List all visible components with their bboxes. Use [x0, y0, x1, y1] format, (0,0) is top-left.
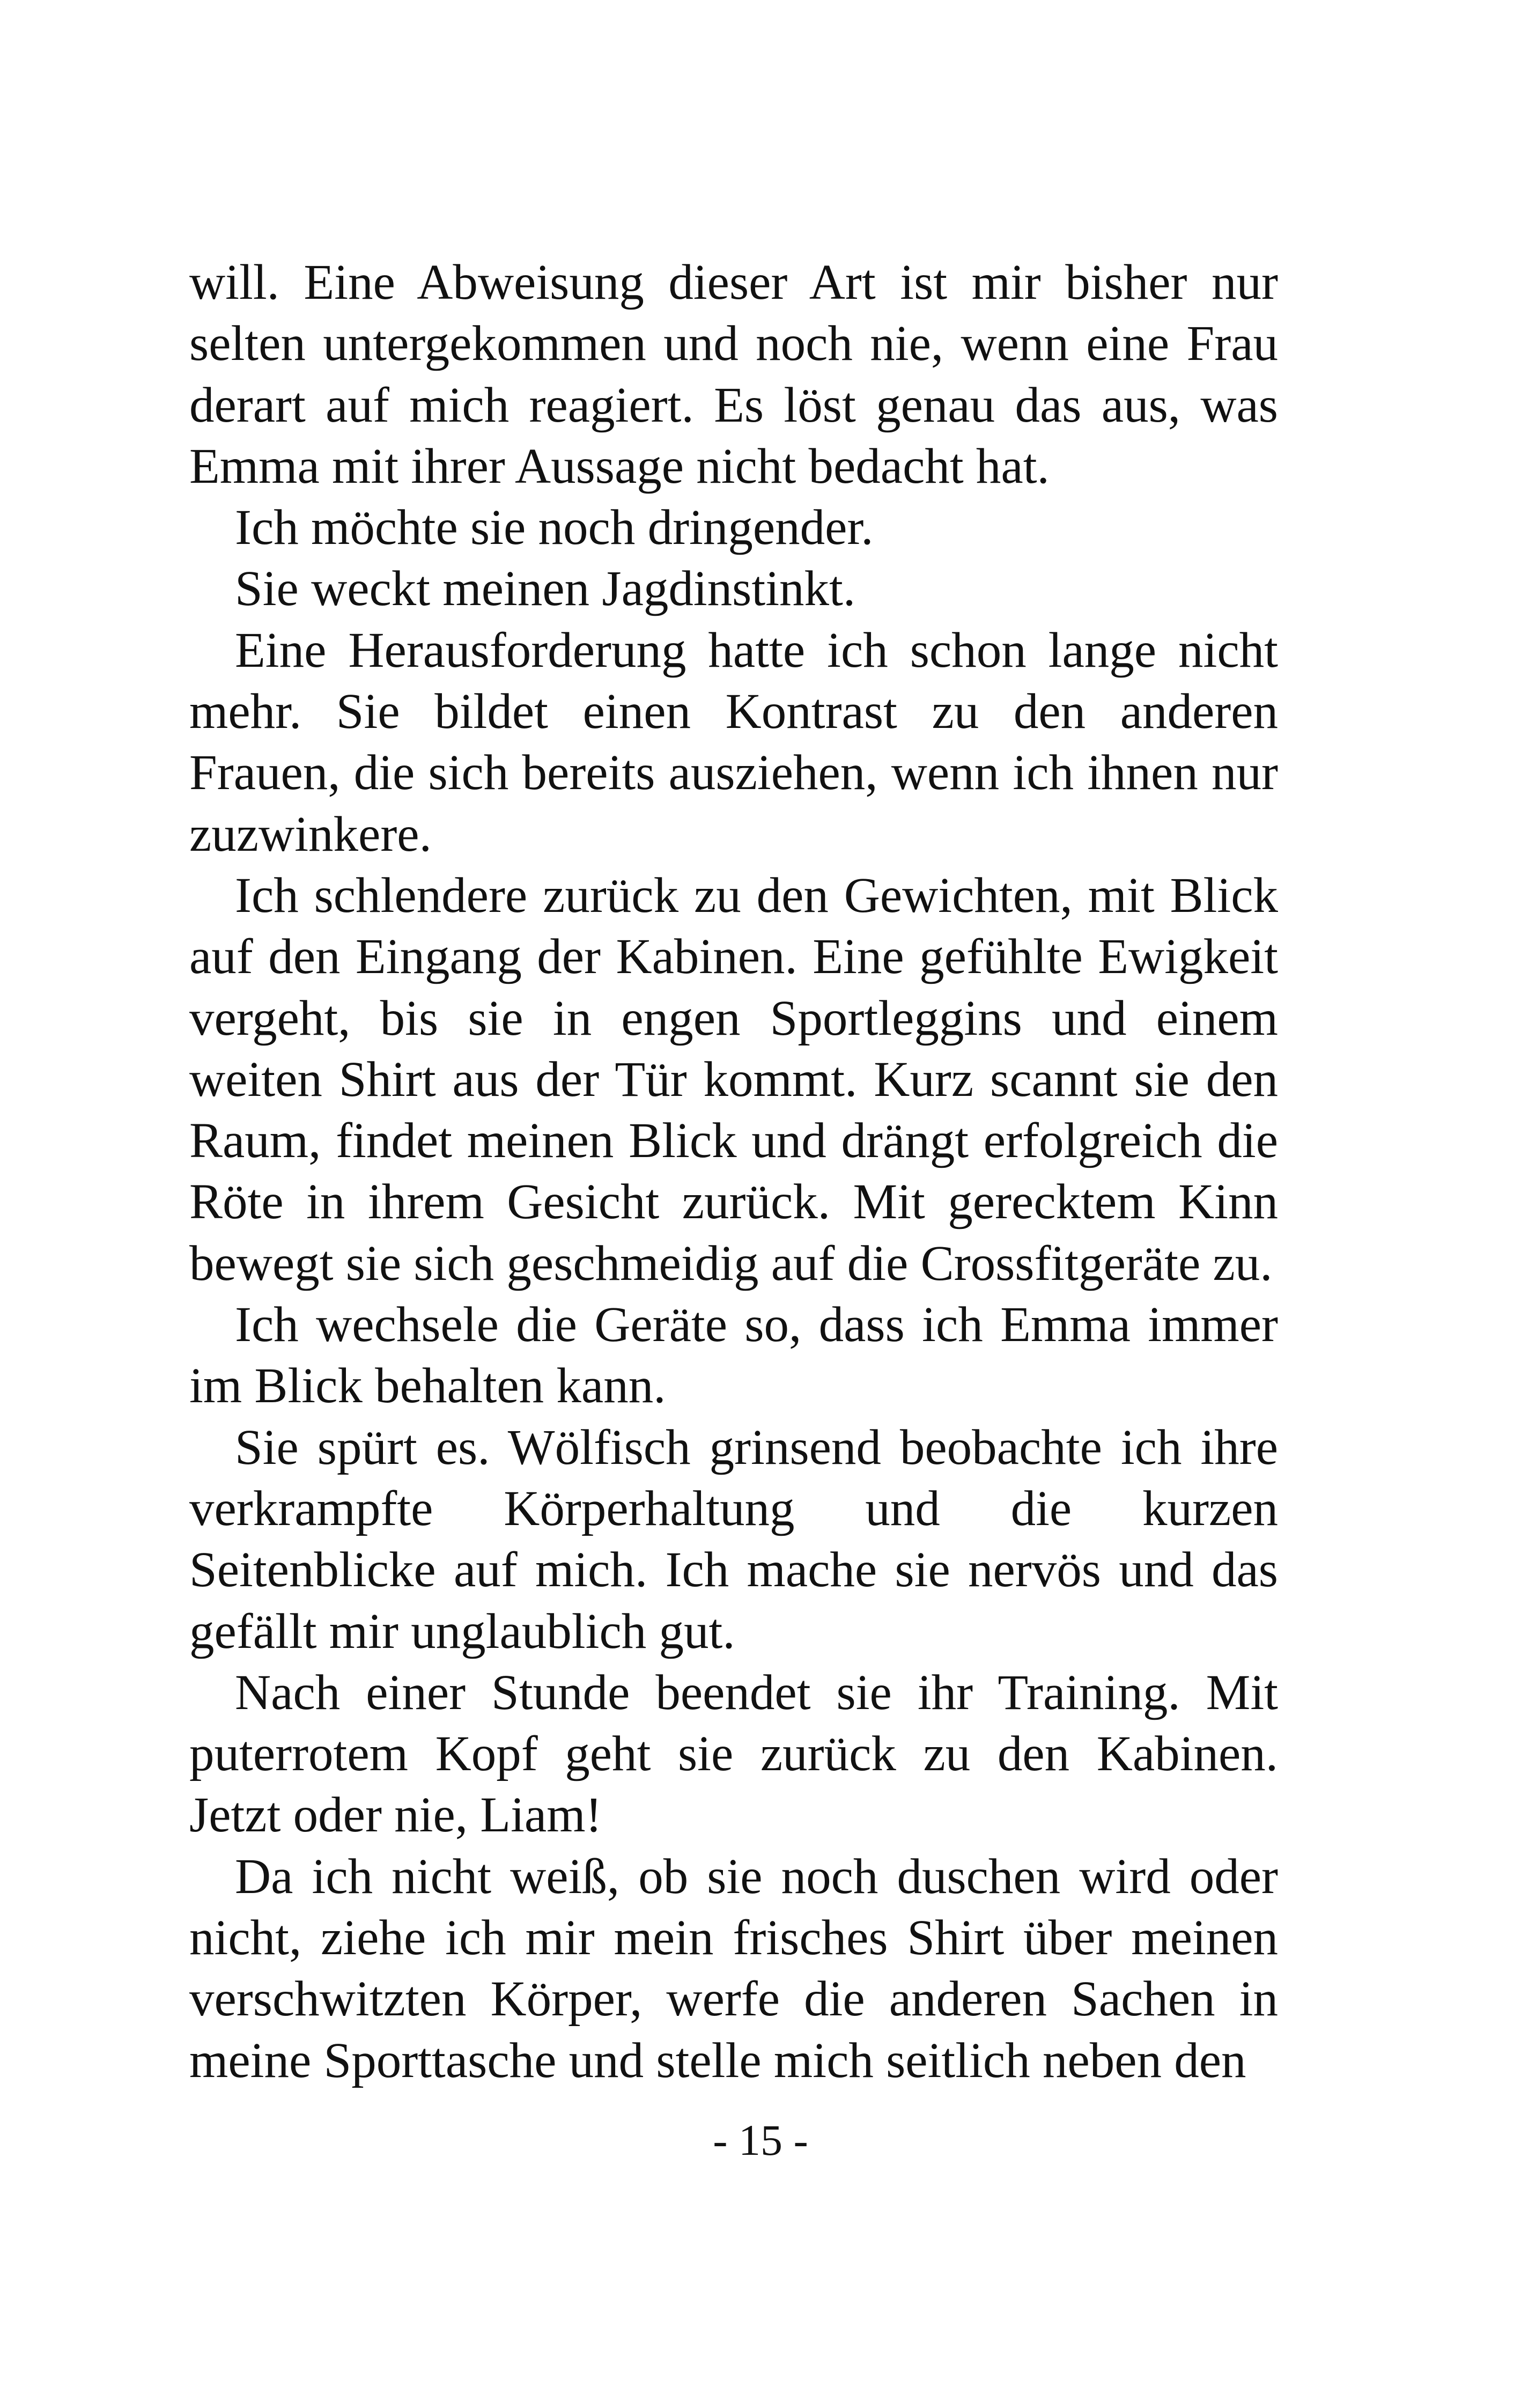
paragraph-3: Sie weckt meinen Jagdinstinkt.	[235, 561, 856, 617]
paragraph-1: will. Eine Abweisung dieser Art ist mir bisher nur selten untergekommen und noch nie, wenn eine Frau derart auf mich reagiert. Es löst genau das aus, was Emma mit ihrer Aussage nicht bedacht hat.	[189, 255, 1278, 494]
paragraph-9: Da ich nicht weiß, ob sie noch duschen wird oder nicht, ziehe ich mir mein frisches Shirt über meinen verschwitzten Körper, werfe die anderen Sachen in meine Sporttasche und stelle mich seitlich neben den	[189, 1849, 1278, 2088]
paragraph-2: Ich möchte sie noch dringender.	[235, 500, 874, 556]
paragraph-8: Nach einer Stunde beendet sie ihr Training. Mit puterrotem Kopf geht sie zurück zu den Kabinen. Jetzt oder nie, Liam!	[189, 1665, 1278, 1843]
body-text	[189, 252, 1278, 2092]
paragraph-5: Ich schlendere zurück zu den Gewichten, mit Blick auf den Eingang der Kabinen. Eine gefühlte Ewigkeit vergeht, bis sie in engen Sportleggins und einem weiten Shirt aus der Tür kommt. Kurz scannt sie den Raum, findet meinen Blick und drängt erfolgreich die Röte in ihrem Gesicht zurück. Mit gerecktem Kinn bewegt sie sich geschmeidig auf die Crossfitgeräte zu.	[189, 867, 1278, 1291]
page-number: - 15 -	[713, 2116, 808, 2164]
paragraph-6: Ich wechsele die Geräte so, dass ich Emma immer im Blick behalten kann.	[189, 1297, 1278, 1414]
paragraph-4: Eine Herausforderung hatte ich schon lange nicht mehr. Sie bildet einen Kontrast zu den anderen Frauen, die sich bereits ausziehen, wenn ich ihnen nur zuzwinkere.	[189, 622, 1278, 862]
paragraph-7: Sie spürt es. Wölfisch grinsend beobachte ich ihre verkrampfte Körperhaltung und die kurzen Seitenblicke auf mich. Ich mache sie nervös und das gefällt mir unglaublich gut.	[189, 1419, 1278, 1659]
